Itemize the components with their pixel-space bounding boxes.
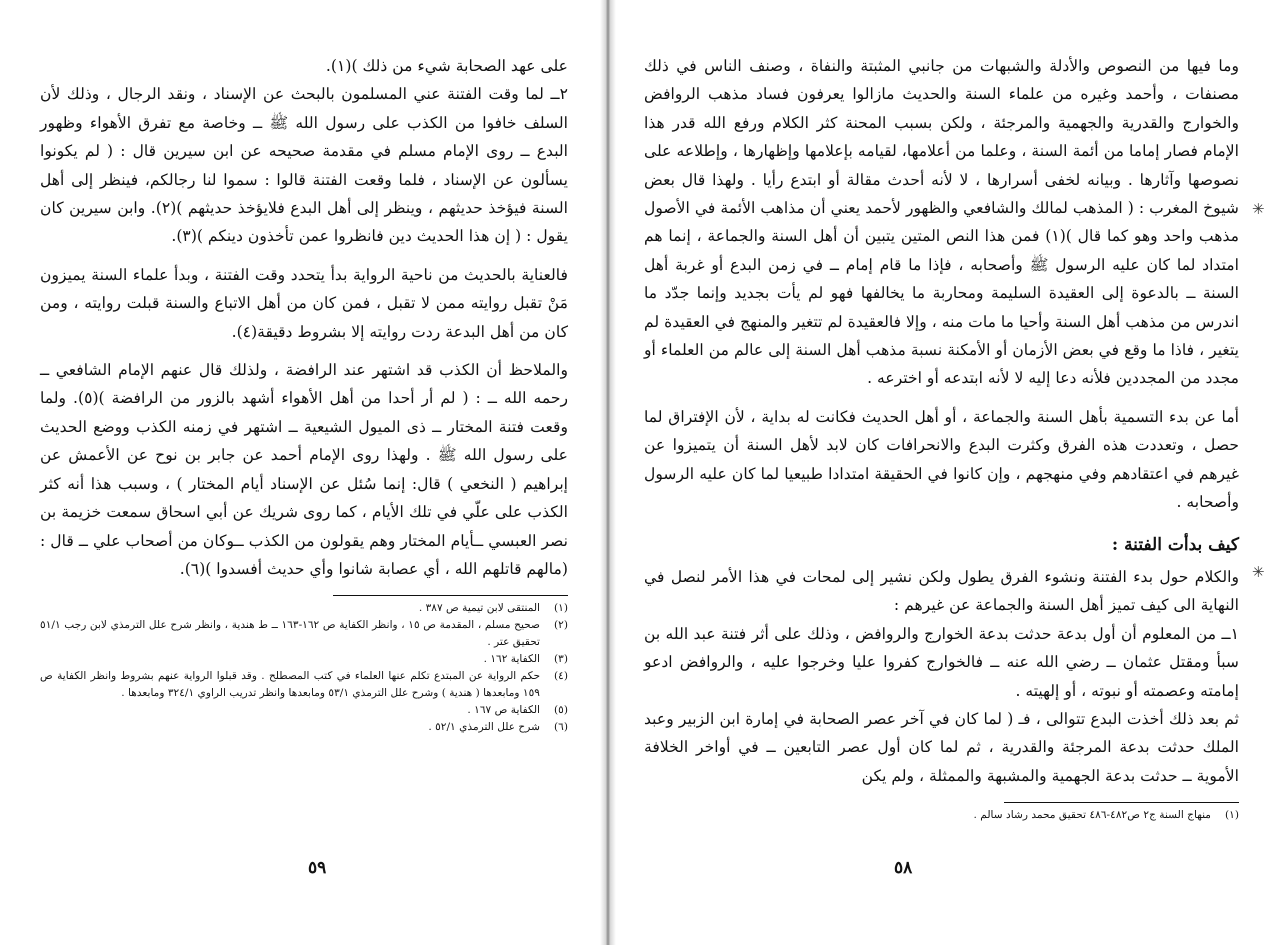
- left-paragraph: فالعناية بالحديث من ناحية الرواية بدأ يتحدد وقت الفتنة ، وبدأ علماء السنة يميزون مَنْ تقبل روايته ممن لا تقبل ، فمن كان من أهل الاتباع والسنة قبلت روايته ، ومن كان من أهل البدعة ردت روايته إلا بشروط دقيقة(٤).: [40, 265, 568, 341]
- right-paragraph: والكلام حول بدء الفتنة ونشوء الفرق يطول ولكن نشير إلى لمحات في هذا الأمر لنصل في النهاية الى كيف تميز أهل السنة والجماعة عن غيرهم :: [644, 567, 1239, 615]
- footnote: [40, 702, 568, 719]
- footnote: [40, 668, 568, 702]
- footnote: [40, 719, 568, 736]
- right-paragraph: وما فيها من النصوص والأدلة والشبهات من جانبي المثبتة والنفاة ، وصنف الناس في ذلك مصنفات ، وأحمد وغيره من علماء السنة والحديث مازالوا يعرفون فساد مذهب الروافض والخوارج والقدرية والجهمية والمرجئة ، ولكن بسبب المحنة كثر الكلام ورفع الله قدر هذا الإمام فصار إماما من أئمة السنة ، وعلما من أعلامها، لقيامه بإعلامها وإظهارها ، وإطلاعه على نصوصها وآثارها . وبيانه لخفى أسرارها ، لا لأنه أحدث مقالة أو ابتدع رأيا . ولهذا قال بعض شيوخ المغرب : ( المذهب لمالك والشافعي والظهور لأحمد يعني أن مذاهب الأئمة في الأصول مذهب واحد وهو كما قال )(١) فمن هذا النص المتين يتبين أن أهل السنة والجماعة ، إنما هم امتداد لما كان عليه الرسول ﷺ وأصحابه ، فإذا ما قام إمام ــ في زمن البدع أو غربة أهل السنة ــ بالدعوة إلى العقيدة السليمة ومحاربة ما يخالفها فهو لم يأت بجديد وإنما جدّد ما اندرس من مذهب أهل السنة وأحيا ما مات منه ، وإلا فالعقيدة لم تتغير والمنهج في العقيدة لم يتغير ، فاذا ما وقع في بعض الأزمان أو الأمكنة نسبة مذهب أهل السنة إلى عالم من العلماء أو مجدد من المجددين فلأنه دعا إليه لا لأنه ابتدعه أو اخترعه .: [644, 57, 1240, 388]
- margin-star-icon: ✳: [1252, 200, 1265, 218]
- footnote-text: المنتقى لابن تيمية ص ٣٨٧ .: [418, 602, 540, 615]
- footnote-divider: [333, 595, 568, 596]
- left-page-text: [40, 52, 568, 736]
- footnote-text: حكم الرواية عن المبتدع تكلم عنها العلماء في كتب المصطلح . وقد قبلوا الرواية عنهم بشروط وانظر الكفاية ص ١٥٩ ومابعدها ( هندية ) وشرح علل الترمذي ٥٣/١ ومابعدها وانظر تدريب الراوي ٣٢٤/١ ومابعدها .: [40, 670, 540, 700]
- footnote-text: شرح علل الترمذي ٥٢/١ .: [428, 721, 540, 734]
- right-paragraph: ثم بعد ذلك أخذت البدع تتوالى ، فـ ( لما كان في آخر عصر الصحابة في إمارة ابن الزبير وعبد الملك حدثت بدعة المرجئة والقدرية ، ثم لما كان أول عصر التابعين ــ في أواخر الخلافة الأموية ــ حدثت بدعة الجهمية والمشبهة والممثلة ، ولم يكن: [644, 709, 1239, 785]
- left-paragraph: ٢ــ لما وقت الفتنة عني المسلمون بالبحث عن الإسناد ، ونقد الرجال ، وذلك لأن السلف خافوا من الكذب على رسول الله ﷺ ــ وخاصة مع تفرق الأهواء وظهور البدع ــ روى الإمام مسلم في مقدمة صحيحه عن ابن سيرين قال : ( لم يكونوا يسألون عن الإسناد ، فلما وقعت الفتنة قالوا : سموا لنا رجالكم، فينظر إلى أهل السنة فيؤخذ حديثهم ، وينظر إلى أهل البدع فلايؤخذ حديثهم )(٢). وابن سيرين كان يقول : ( إن هذا الحديث دين فانظروا عمن تأخذون دينكم )(٣).: [40, 85, 568, 246]
- page-number: ٥٨: [894, 858, 913, 878]
- footnote-text: منهاج السنة ج٢ ص٤٨٢-٤٨٦ تحقيق محمد رشاد سالم .: [973, 809, 1211, 822]
- footnote: [40, 651, 568, 668]
- footnote-number: (٤): [554, 670, 568, 683]
- footnote-text: الكفاية ١٦٢ .: [483, 653, 540, 666]
- right-paragraph: ١ــ من المعلوم أن أول بدعة حدثت بدعة الخوارج والروافض ، وذلك على أثر فتنة عبد الله بن سبأ ومقتل عثمان ــ رضي الله عنه ــ فالخوارج كفروا عليا وخرجوا عليه ، والروافض ادعو إمامته وعصمته أو نبوته ، أو إلهيته .: [644, 624, 1239, 700]
- left-paragraph: والملاحظ أن الكذب قد اشتهر عند الرافضة ، ولذلك قال عنهم الإمام الشافعي ــ رحمه الله ــ : ( لم أر أحدا من أهل الأهواء أشهد بالزور من الرافضة )(٥). ولما وقعت فتنة المختار ــ ذى الميول الشيعية ــ اشتهر في زمنه الكذب ووضع الحديث على رسول الله ﷺ . ولهذا روى الإمام أحمد عن جابر بن نوح عن الأعمش عن إبراهيم ( النخعي ) قال: إنما سُئل عن الإسناد أيام المختار ) ، وسبب هذا أنه كثر الكذب على علّي في تلك الأيام ، كما روى شريك عن أبي اسحاق سمعت خزيمة بن نصر العبسي ــأيام المختار وهم يقولون من الكذب ــوكان من أصحاب علي ــ قال : (مالهم قاتلهم الله ، أي عصابة شانوا وأي حديث أفسدوا )(٦).: [40, 361, 569, 578]
- left-paragraph: على عهد الصحابة شيء من ذلك )(١).: [325, 57, 568, 75]
- footnote-text: صحيح مسلم ، المقدمة ص ١٥ ، وانظر الكفاية ص ١٦٢-١٦٣ ــ ط هندية ، وانظر شرح علل الترمذي لابن رجب ٥١/١ تحقيق عتر .: [40, 619, 540, 649]
- footnote-number: (٣): [554, 653, 568, 666]
- right-paragraph: أما عن بدء التسمية بأهل السنة والجماعة ، أو أهل الحديث فكانت له بداية ، لأن الإفتراق لما حصل ، وتعددت هذه الفرق وكثرت البدع والانحرافات كان لابد لأهل السنة أن يتميزوا عن غيرهم في اعتقادهم وفي منهجهم ، وإن كانوا في الحقيقة امتدادا طبيعيا لما كان عليه الرسول وأصحابه .: [644, 407, 1239, 512]
- footnote: [644, 807, 1239, 824]
- footnote-number: (٢): [554, 619, 568, 632]
- section-heading: كيف بدأت الفتنة :: [1111, 534, 1239, 555]
- footnote-divider: [1004, 802, 1239, 803]
- right-page: [612, 0, 1275, 945]
- right-page-text: [644, 52, 1239, 824]
- footnote: [40, 600, 568, 617]
- footnote: [40, 617, 568, 651]
- page-number: ٥٩: [308, 858, 327, 878]
- footnote-number: (٥): [554, 704, 568, 717]
- margin-star-icon: ✳: [1252, 563, 1265, 581]
- footnote-number: (١): [554, 602, 568, 615]
- left-page: [0, 0, 605, 945]
- footnote-text: الكفاية ص ١٦٧ .: [467, 704, 540, 717]
- footnote-number: (١): [1225, 809, 1239, 822]
- footnote-number: (٦): [554, 721, 568, 734]
